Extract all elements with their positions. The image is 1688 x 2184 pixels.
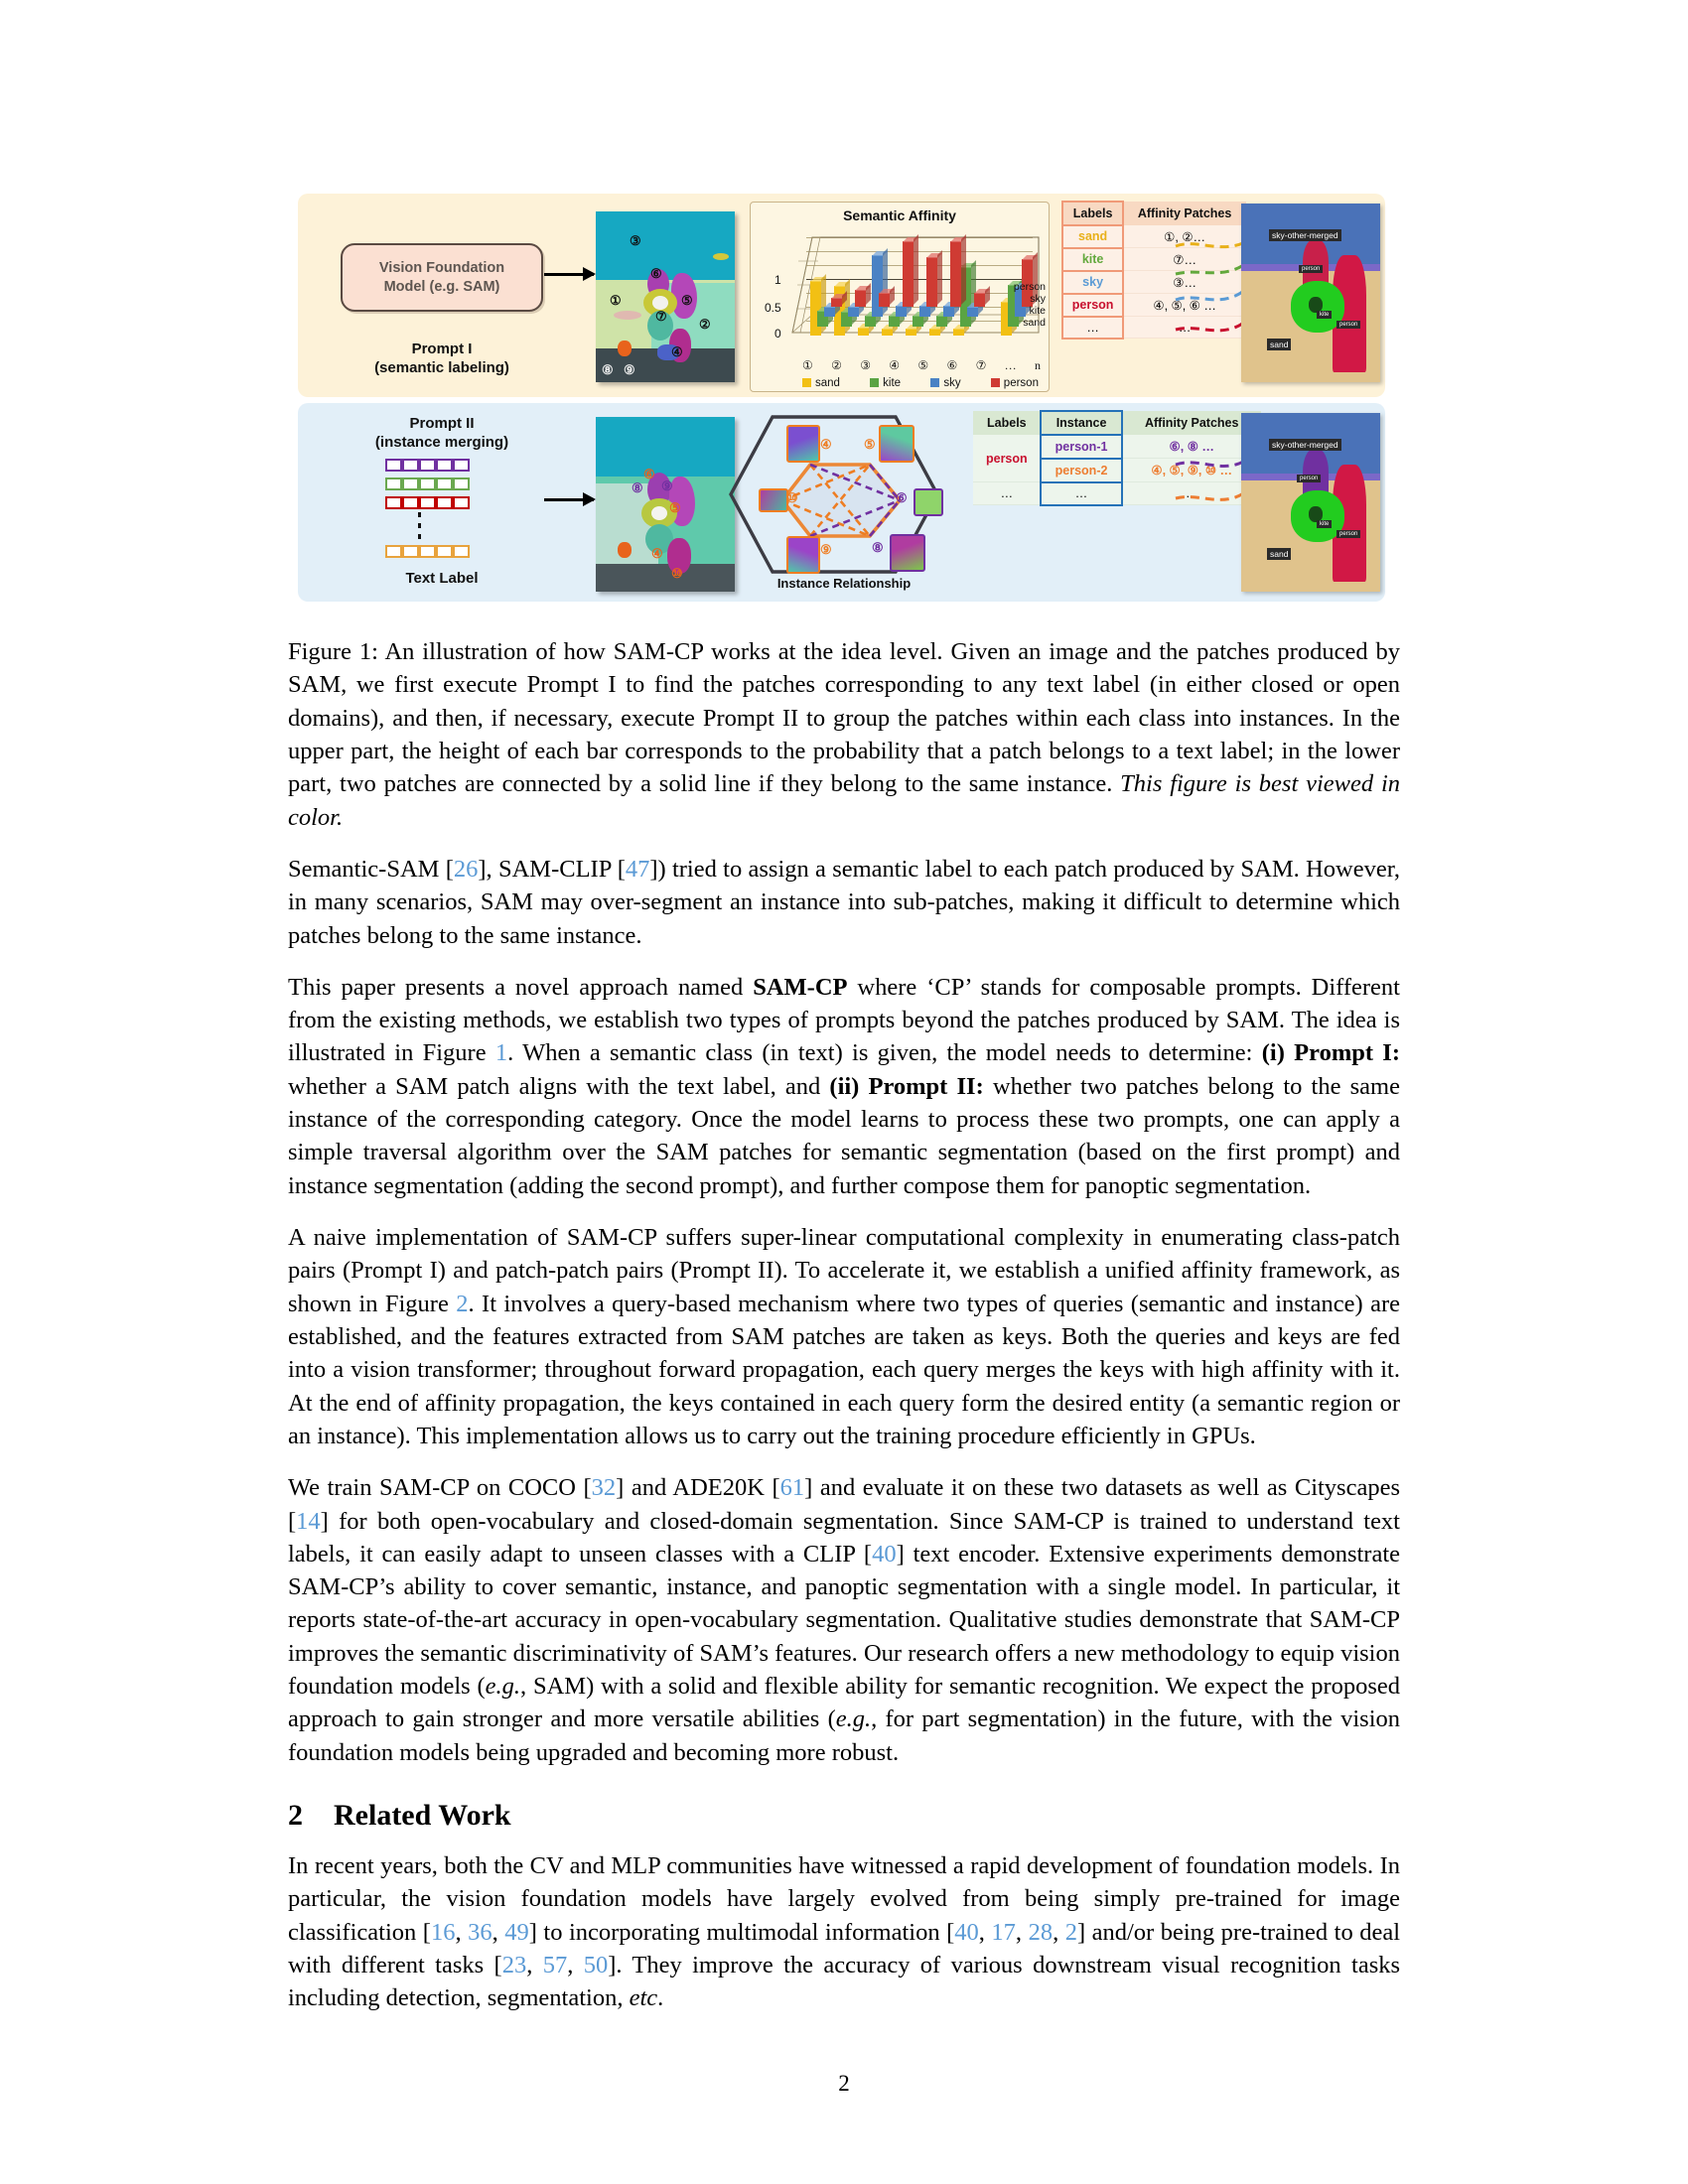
patch-number-4: ④ [671, 344, 683, 359]
bar-sand-5 [906, 329, 916, 336]
cell-instance-ellipsis: … [1041, 482, 1123, 505]
sky-region [596, 211, 735, 280]
patch-number-6: ⑥ [650, 266, 662, 281]
chart-ytick-1: 1 [774, 273, 781, 287]
vfm-label-line1: Vision Foundation [378, 260, 505, 277]
instance-relationship-caption: Instance Relationship [776, 576, 912, 591]
p4-italic-eg-1: e.g. [485, 1673, 521, 1701]
p5-e: . [657, 1984, 664, 2012]
p4-d: ] for both open-vocabulary and closed-domain segmentation. Since SAM-CP is trained to understand text labels, it can easily adapt to unseen classes with a CLIP [ [288, 1507, 1400, 1568]
chart-ytick-0: 0 [774, 327, 781, 341]
chart-depth-label-sky: sky [1030, 293, 1046, 305]
cell-patches-sky: ③… [1123, 271, 1246, 294]
chart-x-axis-ticks [802, 358, 1041, 373]
graph-label-10: ⑩ [786, 490, 798, 505]
xtick-3: ③ [860, 358, 871, 372]
figure-caption [288, 635, 1400, 834]
legend-label-sand: sand [815, 377, 840, 389]
p3-a: A naive implementation of SAM-CP suffers super-linear computational complexity in enumerating class-patch pairs (Prompt I) and patch-patch pairs (Prompt II). To accelerate it, we establish a unified affinity framework, as shown in Figure [288, 1224, 1400, 1317]
bar-person-7 [974, 293, 985, 307]
p4-c: ] and evaluate it on these two datasets as well as Cityscapes [ [288, 1474, 1400, 1535]
xtick-ellipsis: … [1004, 358, 1017, 372]
xtick-6: ⑥ [946, 358, 958, 372]
citation-23[interactable]: 23 [501, 1951, 527, 1979]
chart-depth-label-person: person [1013, 281, 1046, 293]
p2-b: where ‘CP’ stands for composable prompts. Different from the existing methods, we establish two types of prompts beyond the patches produced by SAM. The idea is illustrated in Figure [288, 973, 1400, 1067]
section-heading-related-work [288, 1799, 1400, 1833]
cell-label-person: person [1062, 294, 1123, 317]
p4-e: ] text encoder. Extensive experiments demonstrate SAM-CP’s ability to cover semantic, instance, and panoptic segmentation with a single model. In particular, it reports state-of-the-art accuracy in open-vocabulary segmentation. Qualitative studies demonstrate that SAM-CP improves the semantic discriminativity of SAM’s features. Our research offers a new methodology to equip vision foundation models ( [288, 1540, 1400, 1701]
tag-person-upper-2: person [1336, 321, 1360, 329]
cell-label-ellipsis-lower: … [973, 482, 1041, 505]
figure-1 [298, 194, 1385, 602]
p1-a: Semantic-SAM [ [288, 855, 454, 883]
graph-label-5: ⑤ [864, 437, 876, 452]
citation-17[interactable]: 17 [991, 1918, 1016, 1946]
paragraph-3 [288, 1221, 1400, 1452]
cell-patches-kite: ⑦… [1123, 248, 1246, 271]
sam-patch-image-lower [596, 417, 735, 592]
legend-label-sky: sky [943, 377, 961, 389]
p2-a: This paper presents a novel approach named [288, 973, 754, 1001]
tag-sky-other-merged-lower: sky-other-merged [1269, 439, 1341, 451]
p5-sep2: , [492, 1918, 505, 1946]
caption-italic-tail: This figure is best viewed in color. [288, 770, 1400, 831]
tag-kite-lower: kite [1317, 520, 1332, 528]
legend-swatch-person [991, 378, 1000, 387]
legend-swatch-sand [802, 378, 811, 387]
instance-relationship-graph [725, 409, 963, 598]
query-token-row-green [385, 478, 470, 490]
bar-person-6 [950, 241, 961, 307]
p2-e: whether two patches belong to the same instance of the corresponding category. Once the model learns to process these two prompts, one can apply a simple traversal algorithm over the SAM patches for semantic segmentation (based on the first prompt) and instance segmentation (adding the second prompt), and further compose them for panoptic segmentation. [288, 1072, 1400, 1199]
bar-person-3 [879, 293, 890, 307]
bar-kite-4 [889, 316, 900, 327]
patch-blob-white-inner [652, 296, 668, 310]
sam-patch-image-upper [596, 211, 735, 382]
graph-label-6: ⑥ [896, 490, 908, 505]
patch-number-lower-8: ⑧ [632, 480, 643, 495]
legend-item-sky [930, 377, 960, 389]
paragraph-5 [288, 1849, 1400, 2015]
p2-bold-prompt-ii: (ii) Prompt II: [829, 1072, 984, 1100]
p1-b: ], SAM-CLIP [ [478, 855, 626, 883]
bar-sky-6 [943, 306, 954, 317]
p5-sep4: , [1015, 1918, 1029, 1946]
p5-sep6: , [526, 1951, 543, 1979]
prompt-i-line1: Prompt I [411, 341, 473, 357]
bar-sky-2 [848, 307, 859, 317]
cell-label-ellipsis: … [1062, 317, 1123, 339]
text-label-token-row [385, 545, 470, 558]
legend-item-kite [870, 377, 901, 389]
patch-blob-lower-white [651, 506, 667, 520]
bar-person-1 [831, 298, 842, 307]
arrow-icon-vfm-to-image [544, 273, 594, 276]
p5-a: In recent years, both the CV and MLP communities have witnessed a rapid development of foundation models. In particular, the vision foundation models have largely evolved from being simply pre-trained for image classification [ [288, 1852, 1400, 1946]
chart-ytick-05: 0.5 [765, 301, 781, 315]
th-instance: Instance [1041, 411, 1123, 435]
citation-49[interactable]: 49 [504, 1918, 529, 1946]
tag-sand-lower: sand [1267, 548, 1291, 560]
patch-number-2: ② [699, 317, 711, 332]
xtick-7: ⑦ [975, 358, 987, 372]
cell-patches-ellipsis: … [1123, 317, 1246, 339]
cell-instance-person-2: person-2 [1041, 459, 1123, 482]
tag-sand-upper: sand [1267, 339, 1291, 350]
citation-57[interactable]: 57 [542, 1951, 568, 1979]
patch-number-lower-10: ⑩ [671, 566, 683, 581]
prompt-i-caption [318, 341, 566, 378]
p5-sep5: , [1053, 1918, 1065, 1946]
p5-italic-etc: etc [629, 1984, 658, 2012]
prompt-ii-caption [318, 415, 566, 453]
bar-kite-6 [936, 316, 947, 327]
p4-a: We train SAM-CP on COCO [ [288, 1474, 592, 1502]
p4-f: , SAM) with a solid and flexible ability for semantic recognition. We expect the proposed approach to gain stronger and more versatile abilities ( [288, 1673, 1401, 1733]
bar-sky-7 [967, 307, 978, 317]
bar-sand-6 [929, 329, 940, 336]
bar-sand-7 [953, 329, 964, 336]
figure-upper-panel [298, 194, 1385, 397]
p5-c: ] and/or being pre-trained to deal with different tasks [ [288, 1918, 1401, 1979]
p4-b: ] and ADE20K [ [616, 1474, 780, 1502]
query-token-row-purple [385, 459, 470, 472]
citation-2[interactable]: 2 [1064, 1918, 1077, 1946]
panoptic-result-image-lower [1241, 413, 1380, 592]
graph-node-patch-9 [786, 536, 820, 574]
patch-number-lower-9: ⑨ [661, 478, 673, 493]
patch-blob-orange [618, 341, 632, 356]
p5-b: ] to incorporating multimodal information [ [528, 1918, 955, 1946]
chart-depth-label-kite: kite [1029, 305, 1046, 317]
cell-label-person-lower: person [973, 435, 1041, 482]
query-token-row-red [385, 496, 470, 509]
bar-sand-3 [858, 328, 869, 336]
graph-label-9: ⑨ [820, 542, 832, 557]
chart-legend [802, 377, 1039, 389]
cell-patches-person-1: ⑥, ⑧ … [1122, 435, 1261, 459]
citation-36[interactable]: 36 [468, 1918, 492, 1946]
bar-sky-3 [872, 255, 883, 317]
citation-40b[interactable]: 40 [954, 1918, 979, 1946]
citation-28[interactable]: 28 [1028, 1918, 1054, 1946]
citation-47[interactable]: 47 [625, 855, 650, 883]
patch-number-9: ⑨ [624, 362, 635, 377]
p2-d: whether a SAM patch aligns with the text label, and [288, 1072, 830, 1100]
table-header-row [973, 411, 1261, 435]
section-number: 2 [288, 1799, 303, 1832]
p4-g: , for part segmentation) in the future, with the vision foundation models being upgraded and becoming more robust. [288, 1706, 1400, 1766]
th-labels: Labels [1062, 202, 1123, 225]
prompt-ii-line2: (instance merging) [374, 433, 509, 451]
patch-number-8: ⑧ [602, 362, 614, 377]
panoptic-result-image-upper [1241, 204, 1380, 382]
arrow-icon-tokens-to-image [544, 498, 594, 501]
chart-3d-walls-icon [751, 223, 1049, 357]
citation-16[interactable]: 16 [430, 1918, 456, 1946]
th-affinity-patches-lower: Affinity Patches [1122, 411, 1261, 435]
caption-text: An illustration of how SAM-CP works at the idea level. Given an image and the patches produced by SAM, we first execute Prompt I to find the patches corresponding to any text label (in either closed or open domains), and then, if necessary, execute Prompt II to group the patches within each class into instances. In the upper part, the height of each bar corresponds to the probability that a patch belongs to a text label; in the lower part, two patches are connected by a solid line if they belong to the same instance. [288, 638, 1400, 798]
p5-d: ]. They improve the accuracy of various downstream visual recognition tasks including detection, segmentation, [288, 1951, 1401, 2012]
caption-label: Figure 1: [288, 638, 378, 665]
bar-kite-5 [913, 316, 923, 327]
page-number: 2 [838, 2071, 850, 2096]
legend-item-person [991, 377, 1039, 389]
patch-number-3: ③ [630, 233, 641, 248]
citation-14[interactable]: 14 [296, 1507, 321, 1535]
dashed-connectors-upper [1172, 218, 1251, 377]
cell-patches-person: ④, ⑤, ⑥ … [1123, 294, 1246, 317]
text-label-caption: Text Label [405, 570, 479, 587]
bar-sky-1 [824, 307, 835, 317]
bar-sky-5 [919, 306, 930, 317]
p5-sep3: , [978, 1918, 992, 1946]
xtick-5: ⑤ [917, 358, 929, 372]
paragraph-2 [288, 971, 1400, 1202]
bar-person-4 [903, 241, 914, 307]
bar-person-5 [926, 257, 937, 307]
patch-number-1: ① [610, 293, 622, 308]
citation-50[interactable]: 50 [583, 1951, 609, 1979]
p4-italic-eg-2: e.g. [835, 1706, 872, 1733]
chart-depth-label-sand: sand [1023, 317, 1046, 329]
xtick-2: ② [831, 358, 842, 372]
p2-bold-samcp: SAM-CP [753, 973, 848, 1001]
figure-ref-1[interactable]: 1 [494, 1039, 508, 1067]
xtick-4: ④ [889, 358, 901, 372]
article-text-column [288, 635, 1400, 2034]
tag-kite-upper: kite [1317, 311, 1332, 319]
p5-sep7: , [567, 1951, 584, 1979]
semantic-affinity-chart [750, 202, 1050, 392]
p5-sep1: , [455, 1918, 469, 1946]
patch-blob-pink-sand [614, 311, 641, 320]
legend-label-kite: kite [883, 377, 902, 389]
citation-32[interactable]: 32 [591, 1474, 617, 1502]
cell-patches-person-2: ④, ⑤, ⑨, ⑩ … [1122, 459, 1261, 482]
graph-node-patch-5 [879, 425, 914, 463]
chart-plot-area [751, 223, 1049, 389]
prompt-i-line2: (semantic labeling) [374, 358, 509, 376]
chart-title: Semantic Affinity [843, 207, 956, 223]
cell-label-kite: kite [1062, 248, 1123, 271]
legend-swatch-sky [930, 378, 939, 387]
graph-node-patch-10 [759, 488, 788, 512]
p2-c: . When a semantic class (in text) is given, the model needs to determine: [507, 1039, 1262, 1067]
graph-node-patch-8 [890, 534, 925, 572]
p3-b: . It involves a query-based mechanism where two types of queries (semantic and instance) are established, and the features extracted from SAM patches are taken as keys. Both the queries and keys are fed into a vision transformer; throughout forward propagation, each query merges the keys with high affinity with it. At the end of affinity propagation, the keys contained in each query form the desired entity (a semantic region or an instance). This implementation allows us to carry out the training procedure efficiently in GPUs. [288, 1290, 1401, 1449]
citation-26[interactable]: 26 [453, 855, 479, 883]
legend-label-person: person [1003, 377, 1039, 389]
patch-number-lower-6: ⑥ [643, 467, 655, 481]
vision-foundation-model-box [341, 243, 543, 312]
tag-person-upper-1: person [1299, 265, 1323, 273]
paragraph-1 [288, 853, 1400, 952]
legend-item-sand [802, 377, 840, 389]
tag-sky-other-merged: sky-other-merged [1269, 229, 1341, 241]
patch-number-lower-5: ⑤ [669, 500, 681, 515]
bar-sky-4 [896, 306, 907, 317]
patch-number-lower-4: ④ [651, 546, 663, 561]
cell-label-sky: sky [1062, 271, 1123, 294]
graph-label-8: ⑧ [872, 540, 884, 555]
graph-node-patch-4 [786, 425, 820, 463]
legend-swatch-kite [870, 378, 879, 387]
th-affinity-patches: Affinity Patches [1123, 202, 1246, 225]
patch-number-7: ⑦ [655, 309, 667, 324]
dashed-link-icon [418, 512, 421, 544]
bar-sand-4 [882, 329, 893, 336]
graph-label-4: ④ [820, 437, 832, 452]
th-labels-lower: Labels [973, 411, 1041, 435]
cell-patches-ellipsis-lower: … [1122, 482, 1261, 505]
tag-person-lower-2: person [1336, 530, 1360, 538]
figure-lower-panel [298, 403, 1385, 602]
xtick-1: ① [802, 358, 813, 372]
citation-40[interactable]: 40 [872, 1540, 897, 1568]
patch-blob-lower-orange [618, 542, 632, 558]
cell-instance-person-1: person-1 [1041, 435, 1123, 459]
cell-patches-sand: ①, ②… [1123, 225, 1246, 248]
bar-kite-3 [865, 316, 876, 327]
section-title: Related Work [334, 1799, 511, 1832]
patch-blob-yellow-right [713, 253, 729, 260]
dashed-connectors-lower [1172, 443, 1251, 562]
tag-person-lower-1: person [1297, 475, 1321, 482]
xtick-n: n [1034, 358, 1041, 372]
paragraph-4 [288, 1471, 1400, 1769]
prompt-ii-line1: Prompt II [409, 415, 475, 432]
citation-61[interactable]: 61 [779, 1474, 805, 1502]
bar-person-2 [855, 290, 866, 307]
figure-ref-2[interactable]: 2 [456, 1290, 469, 1317]
p2-bold-prompt-i: (i) Prompt I: [1261, 1039, 1400, 1067]
graph-node-patch-6 [914, 488, 943, 516]
patch-number-5: ⑤ [681, 293, 693, 308]
vfm-label-line2: Model (e.g. SAM) [383, 278, 500, 295]
p1-c: ]) tried to assign a semantic label to each patch produced by SAM. However, in many scenarios, SAM may over-segment an instance into sub-patches, making it difficult to determine which patches belong to the same instance. [288, 855, 1400, 949]
cell-label-sand: sand [1062, 225, 1123, 248]
